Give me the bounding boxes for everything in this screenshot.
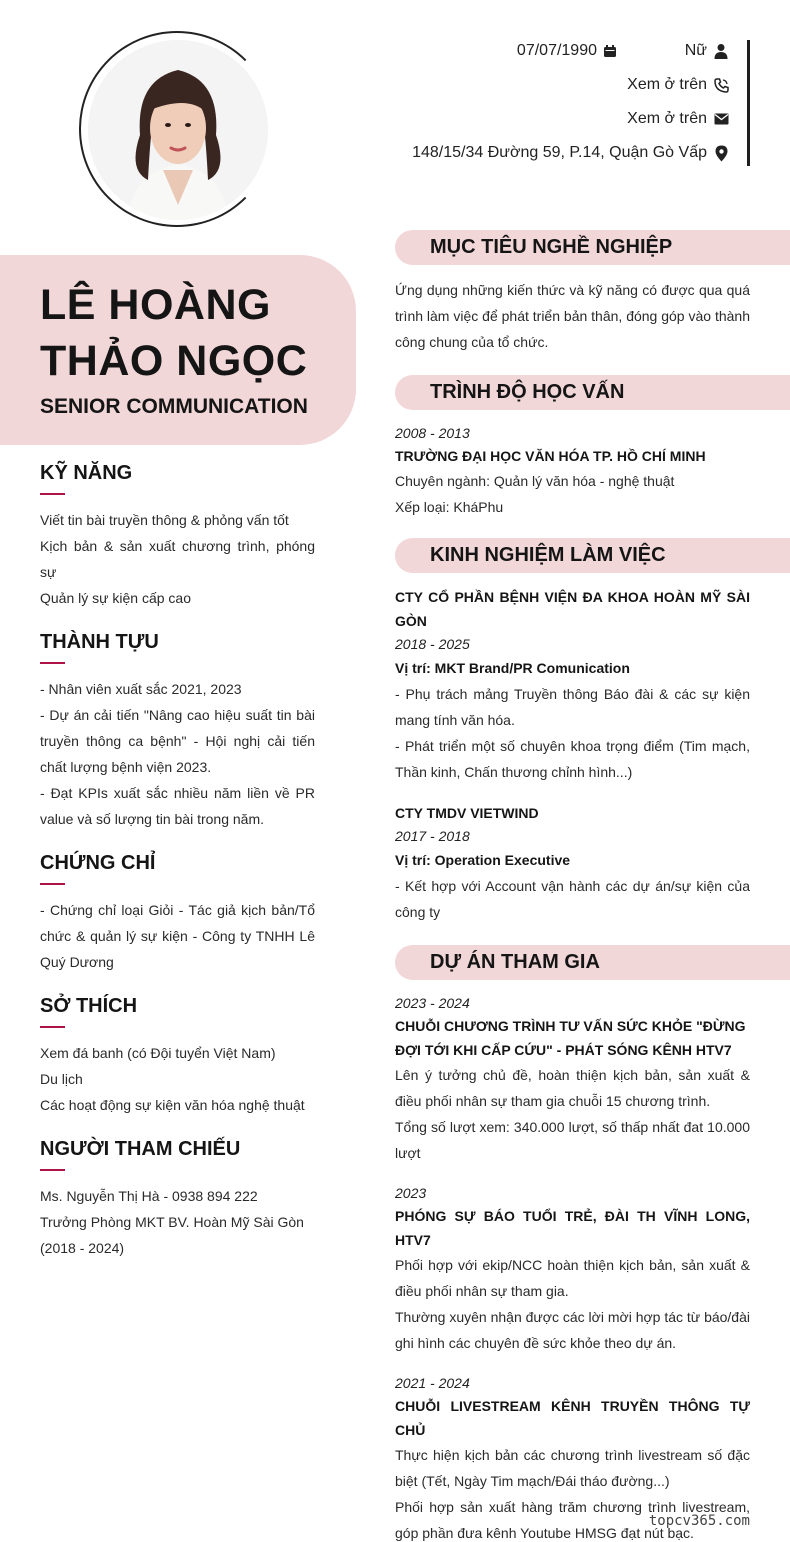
phone-row[interactable] (627, 76, 729, 94)
project-detail: Lên ý tưởng chủ đề, hoàn thiện kịch bản, sản xuất & điều phối nhân sự tham gia chuỗi 15 chương trình. (395, 1067, 750, 1109)
achievements-section (40, 631, 315, 832)
achievement-item: - Nhân viên xuất sắc 2021, 2023 (40, 681, 242, 697)
dob-text: 07/07/1990 (516, 42, 597, 59)
location-pin-icon (713, 145, 729, 161)
project-entry (395, 1182, 750, 1356)
name-line-1: LÊ HOÀNG (40, 281, 271, 329)
skills-heading: KỸ NĂNG (40, 462, 133, 484)
heading-underline (40, 1026, 65, 1028)
certificates-heading: CHỨNG CHỈ (40, 852, 156, 874)
objective-header (395, 230, 790, 265)
reference-item: Ms. Nguyễn Thị Hà - 0938 894 222 (40, 1188, 258, 1204)
education-date: 2008 - 2013 (395, 425, 470, 441)
email-row[interactable] (627, 110, 729, 128)
experience-entry (395, 585, 750, 785)
calendar-icon (603, 43, 619, 59)
certificate-item: - Chứng chỉ loại Giỏi - Tác giả kịch bản/Tổ chức & quản lý sự kiện - Công ty TNHH Lê Quý Dương (40, 902, 315, 970)
achievement-item: - Dự án cải tiến "Nâng cao hiệu suất tin bài truyền thông ca bệnh" - Hội nghị cải tiến chất lượng bệnh viện 2023. (40, 707, 315, 775)
certificates-section (40, 852, 315, 975)
company-name: CTY CỔ PHẦN BỆNH VIỆN ĐA KHOA HOÀN MỸ SÀI GÒN (395, 589, 750, 629)
job-detail: - Phát triển một số chuyên khoa trọng điểm (Tim mạch, Thần kinh, Chấn thương chỉnh hình...) (395, 738, 750, 780)
skill-item: Kịch bản & sản xuất chương trình, phóng sự (40, 538, 315, 580)
envelope-icon (713, 111, 729, 127)
experience-entry (395, 801, 750, 925)
skill-item: Quản lý sự kiện cấp cao (40, 590, 192, 606)
education-entry (395, 422, 750, 520)
job-detail: - Kết hợp với Account vận hành các dự án/sự kiện của công ty (395, 878, 750, 920)
hobbies-section (40, 995, 315, 1118)
projects-heading: DỰ ÁN THAM GIA (430, 951, 600, 973)
achievements-heading: THÀNH TỰU (40, 631, 159, 653)
hobby-item: Du lịch (40, 1071, 83, 1087)
project-detail: Thực hiện kịch bản các chương trình livestream số đặc biệt (Tết, Ngày Tim mạch/Đái tháo đường...) (395, 1447, 750, 1489)
education-header (395, 375, 790, 410)
objective-text: Ứng dụng những kiến thức và kỹ năng có được qua quá trình làm việc để phát triển bản thân, đóng góp vào thành công chung của tổ chức. (395, 282, 750, 350)
education-major: Chuyên ngành: Quản lý văn hóa - nghệ thuật (395, 473, 675, 489)
gender-row (685, 42, 729, 60)
project-name: CHUỖI LIVESTREAM KÊNH TRUYỀN THÔNG TỰ CHỦ (395, 1398, 750, 1438)
project-detail: Phối hợp sản xuất hàng trăm chương trình livestream, góp phần đưa kênh Youtube HMSG đạt nút bạc. (395, 1499, 750, 1541)
references-heading: NGƯỜI THAM CHIẾU (40, 1138, 241, 1160)
job-title: SENIOR COMMUNICATION (40, 395, 308, 418)
person-icon (713, 43, 729, 59)
profile-photo (88, 40, 268, 220)
heading-underline (40, 1169, 65, 1171)
phone-icon (713, 77, 729, 93)
project-detail: Phối hợp với ekip/NCC hoàn thiện kịch bản, sản xuất & điều phối nhân sự tham gia. (395, 1257, 750, 1299)
job-position: Vị trí: Operation Executive (395, 852, 571, 868)
company-name: CTY TMDV VIETWIND (395, 805, 539, 821)
school-name: TRƯỜNG ĐẠI HỌC VĂN HÓA TP. HỒ CHÍ MINH (395, 448, 706, 464)
address-row (412, 144, 729, 162)
reference-item: Trưởng Phòng MKT BV. Hoàn Mỹ Sài Gòn (2018 - 2024) (40, 1214, 304, 1256)
skills-section (40, 462, 315, 611)
project-detail: Thường xuyên nhận được các lời mời hợp tác từ báo/đài ghi hình các chuyên đề sức khỏe theo dự án. (395, 1309, 750, 1351)
project-date: 2021 - 2024 (395, 1375, 470, 1391)
education-heading: TRÌNH ĐỘ HỌC VẤN (430, 381, 625, 403)
heading-underline (40, 493, 65, 495)
projects-header (395, 945, 790, 980)
objective-heading: MỤC TIÊU NGHỀ NGHIỆP (430, 236, 673, 258)
email-text: Xem ở trên (627, 110, 707, 127)
gender-text: Nữ (684, 42, 707, 59)
achievement-item: - Đạt KPIs xuất sắc nhiều năm liền về PR value và số lượng tin bài trong năm. (40, 785, 315, 827)
right-column (395, 230, 790, 1542)
project-entry (395, 992, 750, 1166)
education-grade: Xếp loại: KháPhu (395, 499, 504, 515)
project-name: CHUỖI CHƯƠNG TRÌNH TƯ VẤN SỨC KHỎE "ĐỪNG ĐỢI TỚI KHI CẤP CỨU" - PHÁT SÓNG KÊNH HTV7 (395, 1018, 746, 1058)
project-detail: Tổng số lượt xem: 340.000 lượt, số thấp nhất đat 10.000 lượt (395, 1119, 750, 1161)
left-column (40, 460, 315, 1281)
address-text: 148/15/34 Đường 59, P.14, Quận Gò Vấp (412, 144, 707, 161)
dob-row (517, 42, 619, 60)
job-position: Vị trí: MKT Brand/PR Comunication (395, 660, 630, 676)
job-date: 2018 - 2025 (395, 636, 470, 652)
skill-item: Viết tin bài truyền thông & phỏng vấn tốt (40, 512, 289, 528)
project-name: PHÓNG SỰ BÁO TUỔI TRẺ, ĐÀI TH VĨNH LONG, HTV7 (395, 1208, 750, 1248)
watermark: topcv365.com (648, 1513, 750, 1529)
project-date: 2023 - 2024 (395, 995, 470, 1011)
heading-underline (40, 883, 65, 885)
name-line-2: THẢO NGỌC (40, 337, 308, 385)
name-block (0, 255, 356, 445)
project-date: 2023 (395, 1185, 427, 1201)
references-section (40, 1138, 315, 1261)
hobby-item: Xem đá banh (có Đội tuyển Việt Nam) (40, 1045, 276, 1061)
hobbies-heading: SỞ THÍCH (40, 995, 138, 1017)
hobby-item: Các hoạt động sự kiện văn hóa nghệ thuật (40, 1097, 305, 1113)
phone-text: Xem ở trên (627, 76, 707, 93)
experience-header (395, 538, 790, 573)
job-detail: - Phụ trách mảng Truyền thông Báo đài & các sự kiện mang tính văn hóa. (395, 686, 750, 728)
experience-heading: KINH NGHIỆM LÀM VIỆC (430, 544, 666, 566)
heading-underline (40, 662, 65, 664)
full-name (40, 277, 307, 389)
job-date: 2017 - 2018 (395, 828, 470, 844)
contact-block (370, 40, 750, 166)
